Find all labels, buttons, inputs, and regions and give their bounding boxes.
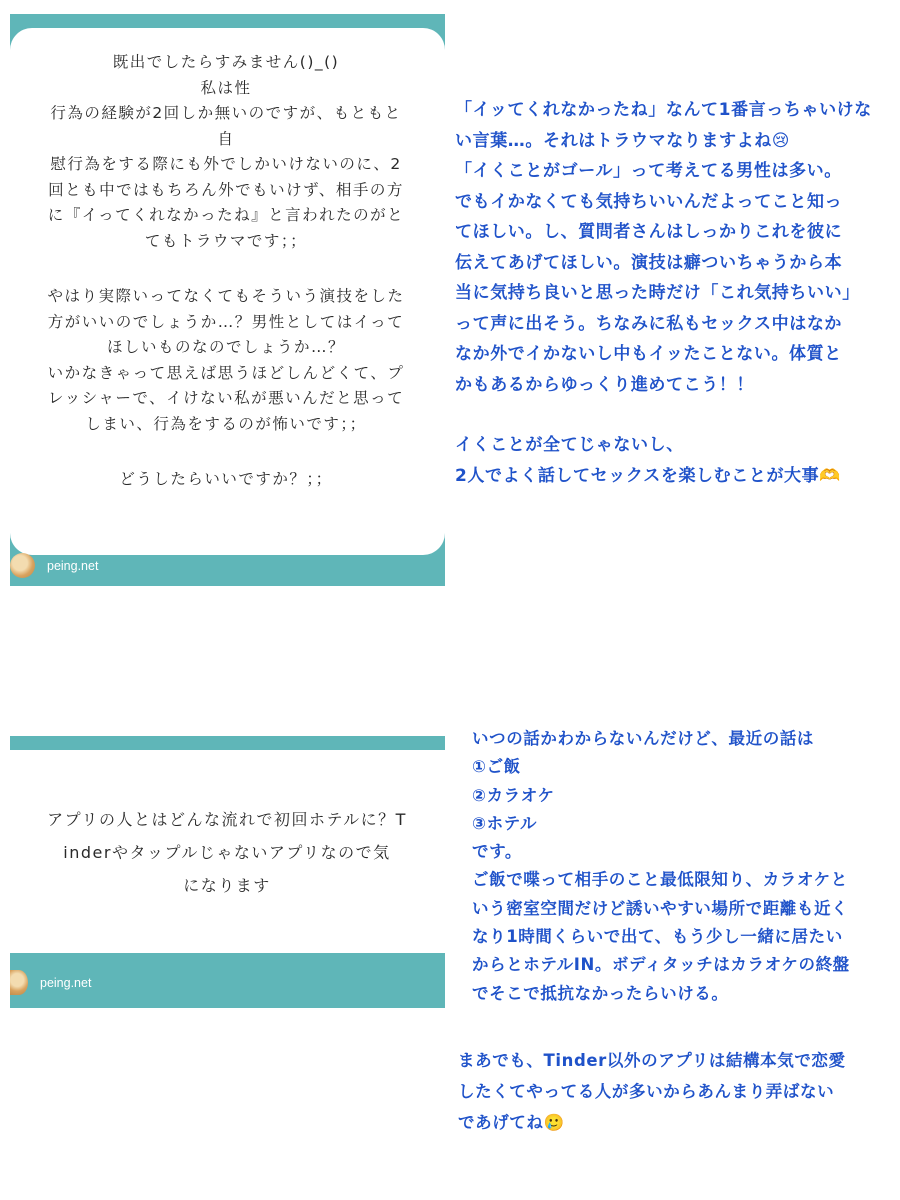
answer-2-line: なり1時間くらいで出て、もう少し一緒に居たい <box>472 927 843 947</box>
answer-2-line: いう密室空間だけど誘いやすい場所で距離も近く <box>472 898 849 918</box>
question-card-2-header <box>10 736 445 750</box>
question-1-line: 慰行為をする際にも外でしかいけないのに、2 <box>50 155 402 173</box>
answer-1-line: てほしい。し、質問者さんはしっかりこれを彼に <box>455 222 843 242</box>
question-2-text <box>14 803 440 902</box>
answer-1-line: 「イッてくれなかったね」なんて1番言っちゃいけな <box>455 100 872 120</box>
question-1-line: 方がいいのでしょうか…？男性としてはイって <box>47 312 405 331</box>
answer-1-line: なか外でイかないし中もイッたことない。体質と <box>455 344 842 364</box>
question-1-blank-line <box>24 437 428 467</box>
answer-2-line: でそこで抵抗なかったらいける。 <box>472 983 729 1003</box>
question-2-footer[interactable] <box>10 970 91 995</box>
answer-3-line: であげてね🥲 <box>458 1113 565 1132</box>
answer-3-text <box>458 1045 888 1138</box>
question-1-line: レッシャーで、イけない私が悪いんだと思って <box>47 389 405 407</box>
answer-2-line: からとホテルIN。ボディタッチはカラオケの終盤 <box>472 955 850 975</box>
peing-link[interactable]: peing.net <box>47 558 99 573</box>
question-1-blank-line <box>24 254 428 284</box>
question-1-line: 私は性 <box>200 78 252 97</box>
answer-1-text <box>455 95 895 491</box>
answer-2-line: いつの話かわからないんだけど、最近の話は <box>472 729 814 748</box>
avatar <box>10 553 35 578</box>
question-1-line: いかなきゃって思えば思うほどしんどくて、プ <box>47 363 405 382</box>
answer-1-line: 当に気持ち良いと思った時だけ「これ気持ちいい」 <box>455 283 860 303</box>
answer-2-line: です。 <box>472 842 522 862</box>
answer-1-line: かもあるからゆっくり進めてこう！！ <box>455 374 755 395</box>
answer-1-line: って声に出そう。ちなみに私もセックス中はなか <box>455 313 843 334</box>
answer-1-blank-line <box>455 400 895 430</box>
question-2-line: アプリの人とはどんな流れで初回ホテルに？T <box>47 810 407 829</box>
answer-3-line: したくてやってる人が多いからあんまり弄ばない <box>458 1082 835 1101</box>
question-1-line: ほしいものなのでしょうか…？ <box>106 338 345 356</box>
answer-2-text <box>472 725 892 1008</box>
peing-link[interactable]: peing.net <box>40 975 92 990</box>
answer-2-line: ご飯で喋って相手のこと最低限知り、カラオケと <box>472 870 848 890</box>
question-1-line: てもトラウマです；； <box>144 231 308 250</box>
answer-3-line: まあでも、Tinder以外のアプリは結構本気で恋愛 <box>458 1051 846 1070</box>
question-1-line: に『イってくれなかったね』と言われたのがと <box>47 206 405 224</box>
avatar <box>10 970 28 995</box>
question-1-line: 行為の経験が2回しか無いのですが、もともと <box>50 104 402 122</box>
question-1-line: やはり実際いってなくてもそういう演技をした <box>47 287 405 305</box>
question-2-line: になります <box>183 876 271 895</box>
question-1-text <box>24 50 428 493</box>
answer-2-line: ③ホテル <box>472 813 538 833</box>
answer-2-line: ①ご飯 <box>472 757 521 777</box>
question-1-line: どうしたらいいですか？；； <box>119 470 333 488</box>
answer-1-line: い言葉…。それはトラウマなりますよね😢 <box>455 130 791 151</box>
question-1-footer[interactable] <box>10 553 98 578</box>
question-1-line: しまい、行為をするのが怖いです；； <box>85 414 367 433</box>
question-2-line: inderやタップルじゃないアプリなので気 <box>63 843 391 862</box>
answer-1-line: でもイかなくても気持ちいいんだよってこと知っ <box>455 191 843 212</box>
answer-1-line: 「イくことがゴール」って考えてる男性は多い。 <box>455 161 842 181</box>
question-1-line: 既出でしたらすみません()_() <box>112 53 340 71</box>
question-1-line: 回とも中ではもちろん外でもいけず、相手の方 <box>48 180 404 199</box>
answer-2-line: ②カラオケ <box>472 785 555 805</box>
question-1-line: 自 <box>217 129 235 148</box>
answer-1-line: 伝えてあげてほしい。演技は癖ついちゃうから本 <box>455 252 843 273</box>
answer-1-line: 2人でよく話してセックスを楽しむことが大事🫶 <box>455 465 842 486</box>
answer-1-line: イくことが全てじゃないし、 <box>455 435 684 455</box>
